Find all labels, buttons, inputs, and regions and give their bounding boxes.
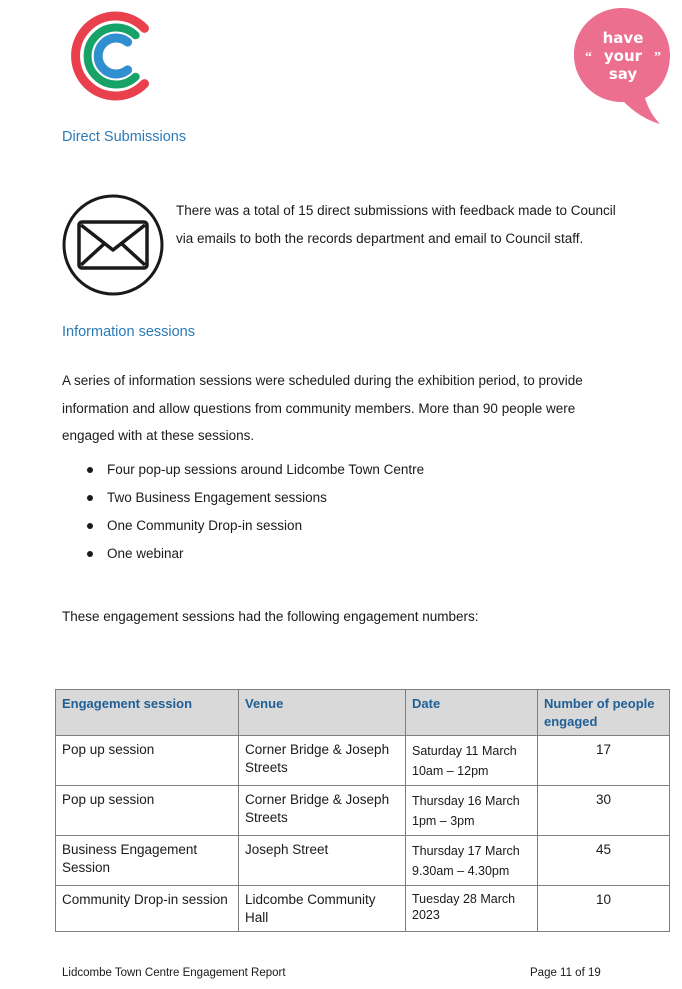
bullet-item: Two Business Engagement sessions [62,484,424,512]
direct-submissions-text [176,197,616,252]
table-row [56,736,670,786]
svg-text:”: ” [654,50,661,65]
logo-word-your: your [603,47,643,65]
header-date: Date [406,690,538,736]
date-day: Tuesday 28 March 2023 [412,892,516,922]
logo-word-have: have [602,29,644,47]
direct-line-1: There was a total of 15 direct submissions with feedback made to Council [176,203,616,218]
cell-count: 30 [538,786,670,836]
cell-date [406,836,538,886]
logo-word-say: say [608,65,638,83]
date-day: Thursday 16 March [412,794,520,808]
info-line-1: A series of information sessions were scheduled during the exhibition period, to provide [62,373,583,388]
header-number-engaged: Number of people engaged [538,690,670,736]
cell-count: 10 [538,886,670,932]
cell-count: 17 [538,736,670,786]
cell-session: Pop up session [56,736,239,786]
date-time: 9.30am – 4.30pm [412,864,510,878]
cell-date [406,886,538,932]
direct-line-2: via emails to both the records department and email to Council staff. [176,230,584,246]
cell-date [406,786,538,836]
sessions-bullet-list [62,456,424,568]
cell-venue: Corner Bridge & Joseph Streets [239,786,406,836]
cell-session: Business Engagement Session [56,836,239,886]
date-day: Saturday 11 March [412,744,517,758]
footer-report-title: Lidcombe Town Centre Engagement Report [62,967,286,979]
have-your-say-logo [570,5,674,127]
table-intro: These engagement sessions had the following engagement numbers: [62,609,479,624]
engagement-table [55,689,670,932]
header-venue: Venue [239,690,406,736]
table-row [56,786,670,836]
bullet-item: One webinar [62,540,424,568]
table-row [56,836,670,886]
cell-date [406,736,538,786]
header-engagement-session: Engagement session [56,690,239,736]
council-logo [66,6,158,106]
cell-venue: Corner Bridge & Joseph Streets [239,736,406,786]
info-line-3: engaged with at these sessions. [62,428,255,443]
direct-submissions-heading: Direct Submissions [62,129,187,145]
bullet-item: Four pop-up sessions around Lidcombe Town Centre [62,456,424,484]
table-row [56,886,670,932]
cell-count: 45 [538,836,670,886]
info-line-2: information and allow questions from community members. More than 90 people were [62,400,576,416]
cell-venue: Joseph Street [239,836,406,886]
cell-venue: Lidcombe Community Hall [239,886,406,932]
cell-session: Pop up session [56,786,239,836]
cell-session: Community Drop-in session [56,886,239,932]
date-time: 10am – 12pm [412,764,489,778]
information-paragraph [62,367,583,450]
information-sessions-heading: Information sessions [62,324,195,340]
date-day: Thursday 17 March [412,844,520,858]
envelope-icon [60,192,166,298]
footer-page-number: Page 11 of 19 [530,967,601,979]
date-time: 1pm – 3pm [412,814,475,828]
table-header-row [56,690,670,736]
bullet-item: One Community Drop-in session [62,512,424,540]
svg-text:“: “ [585,50,592,65]
